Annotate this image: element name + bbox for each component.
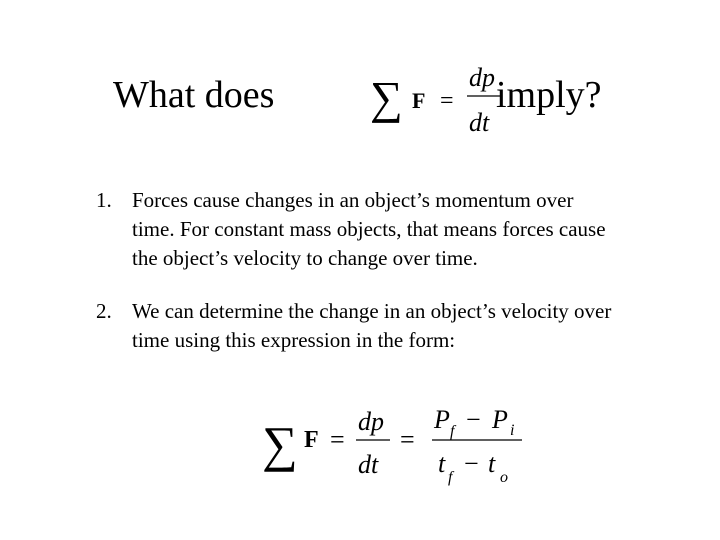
force-symbol: F <box>304 427 319 453</box>
list-number: 2. <box>96 299 112 323</box>
derivative-denominator: dt <box>358 450 379 479</box>
summation-symbol: ∑ <box>370 72 403 123</box>
equals-sign: = <box>440 88 454 114</box>
force-symbol: F <box>412 88 426 113</box>
title-text-after: imply? <box>496 74 602 116</box>
minus-sign: − <box>464 449 479 478</box>
form-equation <box>262 400 532 488</box>
derivative-denominator: dt <box>469 108 490 137</box>
list-number: 1. <box>96 188 112 212</box>
final-subscript: f <box>450 423 455 440</box>
equals-sign: = <box>400 425 415 454</box>
final-subscript: f <box>448 469 453 486</box>
derivative-numerator: dp <box>469 63 495 92</box>
initial-time-symbol: t <box>488 449 496 478</box>
derivative-numerator: dp <box>358 407 384 436</box>
equals-sign: = <box>330 425 345 454</box>
title-equation <box>368 62 508 138</box>
final-time-symbol: t <box>438 449 446 478</box>
list-item <box>96 186 616 273</box>
list-item <box>96 297 616 355</box>
final-momentum-symbol: P <box>434 405 450 434</box>
initial-subscript: o <box>500 469 508 486</box>
minus-sign: − <box>466 405 481 434</box>
initial-subscript: i <box>510 422 515 439</box>
title-text-before: What does <box>113 74 275 116</box>
list-text: We can determine the change in an object’s velocity over time using this expression in the form: <box>132 299 612 352</box>
summation-symbol: ∑ <box>262 416 298 472</box>
initial-momentum-symbol: P <box>492 405 508 434</box>
list-text: Forces cause changes in an object’s momentum over time. For constant mass objects, that means forces cause the object’s velocity to change over time. <box>132 188 606 270</box>
numbered-list <box>96 186 616 355</box>
